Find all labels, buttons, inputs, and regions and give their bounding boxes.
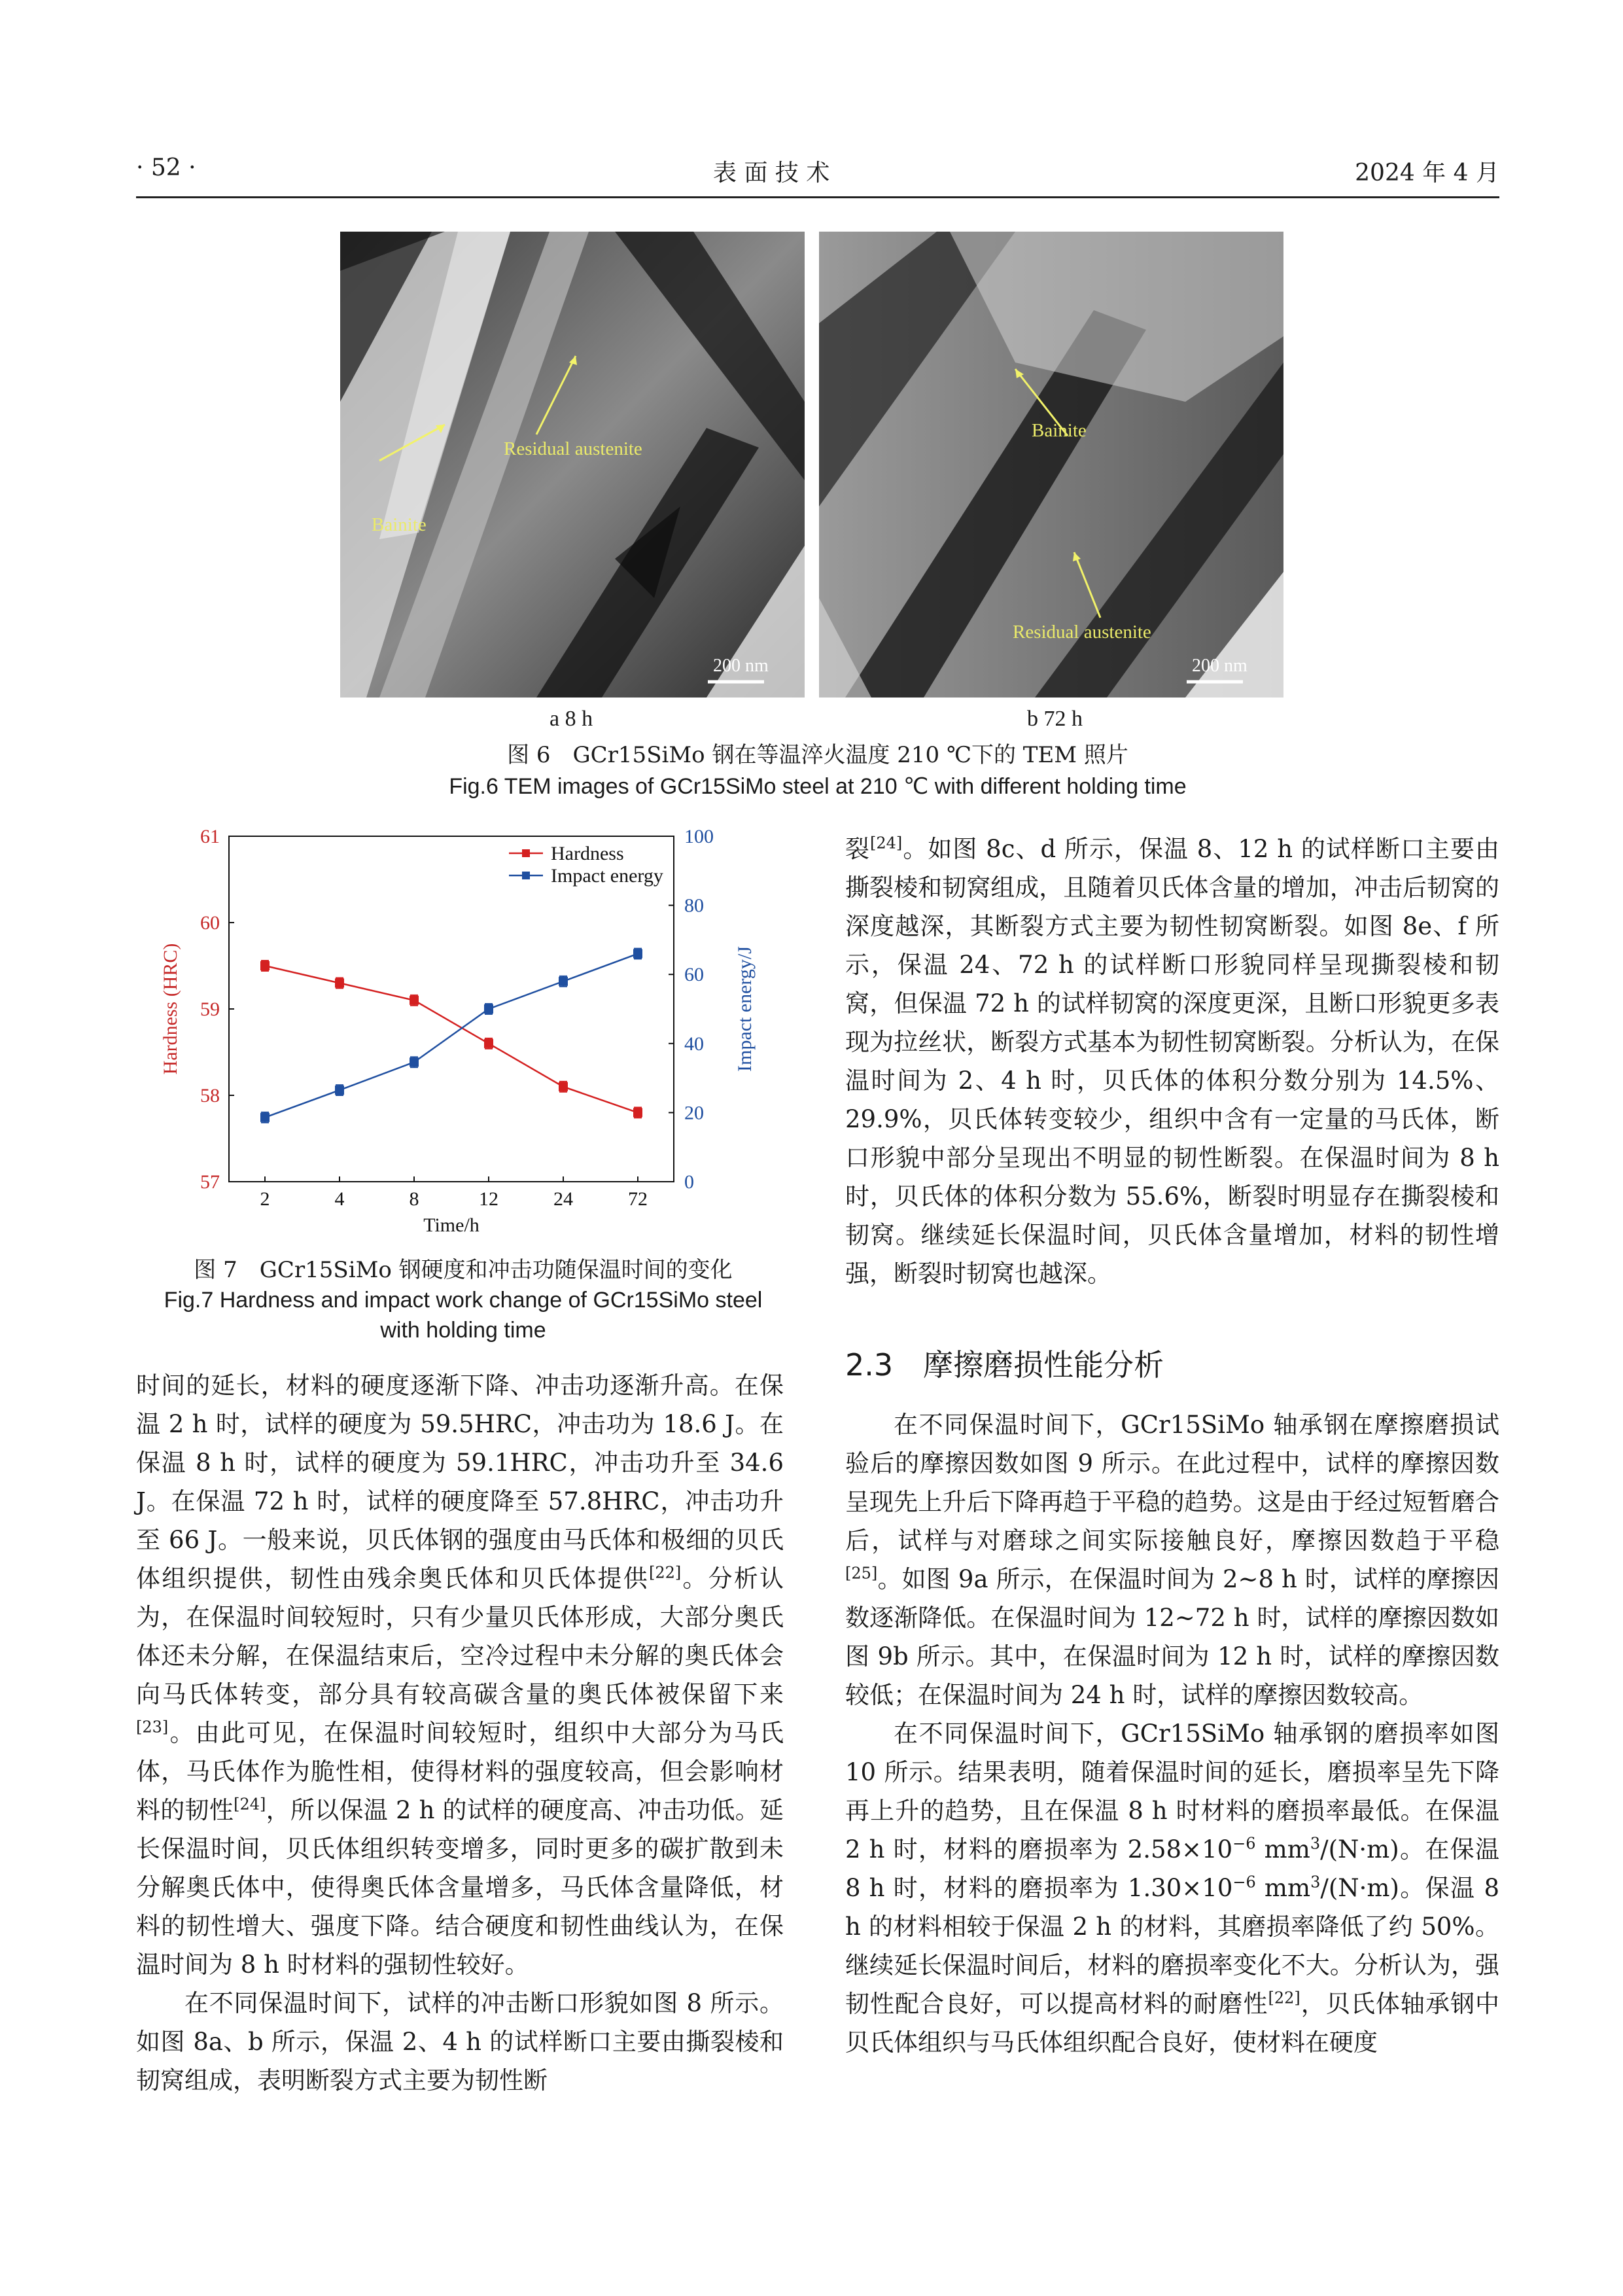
figure7-chart bbox=[150, 817, 778, 1251]
data-point bbox=[559, 1082, 568, 1091]
data-point bbox=[633, 949, 642, 959]
figure6-caption bbox=[136, 739, 1499, 802]
x-tick-label: 24 bbox=[553, 1188, 573, 1210]
tem-image-b bbox=[819, 232, 1283, 698]
series-line-hardness bbox=[265, 966, 638, 1112]
y-axis-label-left: Hardness (HRC) bbox=[160, 943, 181, 1075]
x-tick-label: 8 bbox=[409, 1188, 419, 1210]
body-right-column-lower: 在不同保温时间下，GCr15SiMo 轴承钢在摩擦磨损试验后的摩擦因数如图 9 所示。在此过程中，试样的摩擦因数呈现先上升后下降再趋于平稳的趋势。这是由于经过短暂磨合后，试样与对磨球之间实际接触良好，摩擦因数趋于平稳[25]。如图 9a 所示，在保温时间为 2~8 h 时，试样的摩擦因数逐渐降低。在保温时间为 12~72 h 时，试样的摩擦因数如图 9b 所示。其中，在保温时间为 12 h 时，试样的摩擦因数较低；在保温时间为 24 h 时，试样的摩擦因数较高。 在不同保温时间下，GCr15SiMo 轴承钢的磨损率如图 10 所示。结果表明，随着保温时间的延长，磨损率呈先下降再上升的趋势，且在保温 8 h 时材料的磨损率最低。在保温 2 h 时，材料的磨损率为 $2.58\times 10^{-6}$ $mm^3/(N\cdot m)$。在保温 8 h 时，材料的磨损率为 $1.30\times 10^{-6}$ $mm^3/(N\cdot m)$。保温 8 h 的材料相较于保温 2 h 的材料，其磨损率降低了约 50%。继续延长保温时间后，材料的磨损率变化不大。分析认为，强韧性配合良好，可以提高材料的耐磨性[22]，贝氏体轴承钢中贝氏体组织与马氏体组织配合良好，使材料在硬度 bbox=[845, 1411, 1500, 2057]
y-tick-label-left: 58 bbox=[200, 1085, 220, 1106]
data-point bbox=[484, 1039, 493, 1048]
label-bainite-b: Bainite bbox=[1032, 420, 1087, 441]
body-right-column-upper: 裂[24]。如图 8c、d 所示，保温 8、12 h 的试样断口主要由撕裂棱和韧窝组成，且随着贝氏体含量的增加，冲击后韧窝的深度越深，其断裂方式主要为韧性韧窝断裂。如图 8e、f 所示，保温 24、72 h 的试样断口形貌同样呈现撕裂棱和韧窝，但保温 72 h 的试样韧窝的深度更深，且断口形貌更多表现为拉丝状，断裂方式基本为韧性韧窝断裂。分析认为，在保温时间为 2、4 h 时，贝氏体的体积分数分别为 14.5%、29.9%，贝氏体转变较少，组织中含有一定量的马氏体，断口形貌中部分呈现出不明显的韧性断裂。在保温时间为 8 h 时，贝氏体的体积分数为 55.6%，断裂时明显存在撕裂棱和韧窝。继续延长保温时间，贝氏体含量增加，材料的韧性增强，断裂时韧窝也越深。 bbox=[845, 834, 1499, 1288]
subfigure-label-b: b 72 h bbox=[1027, 707, 1083, 731]
data-point bbox=[260, 1113, 270, 1122]
label-residual-austenite-a: Residual austenite bbox=[504, 438, 642, 459]
x-tick-label: 4 bbox=[334, 1188, 345, 1210]
header-rule bbox=[136, 196, 1499, 198]
y-tick-label-left: 61 bbox=[200, 826, 220, 847]
figure7-caption-cn: 图 7 GCr15SiMo 钢硬度和冲击功随保温时间的变化 bbox=[194, 1257, 733, 1283]
data-point bbox=[260, 961, 270, 970]
legend-hardness: Hardness bbox=[551, 843, 624, 864]
figure6-caption-cn: 图 6 GCr15SiMo 钢在等温淬火温度 210 ℃下的 TEM 照片 bbox=[507, 742, 1128, 768]
body-left-column: 时间的延长，材料的硬度逐渐下降、冲击功逐渐升高。在保温 2 h 时，试样的硬度为 59.5HRC，冲击功为 18.6 J。在保温 8 h 时，试样的硬度为 59.1HRC，冲击功升至 34.6 J。在保温 72 h 时，试样的硬度降至 57.8HRC，冲击功升至 66 J。一般来说，贝氏体钢的强度由马氏体和极细的贝氏体组织提供，韧性由残余奥氏体和贝氏体提供[22]。分析认为，在保温时间较短时，只有少量贝氏体形成，大部分奥氏体还未分解，在保温结束后，空冷过程中未分解的奥氏体会向马氏体转变，部分具有较高碳含量的奥氏体被保留下来[23]。由此可见，在保温时间较短时，组织中大部分为马氏体，马氏体作为脆性相，使得材料的强度较高，但会影响材料的韧性[24]，所以保温 2 h 的试样的硬度高、冲击功低。延长保温时间，贝氏体组织转变增多，同时更多的碳扩散到未分解奥氏体中，使得奥氏体含量增多，马氏体含量降低，材料的韧性增大、强度下降。结合硬度和韧性曲线认为，在保温时间为 8 h 时材料的强韧性较好。 在不同保温时间下，试样的冲击断口形貌如图 8 所示。如图 8a、b 所示，保温 2、4 h 的试样断口主要由撕裂棱和韧窝组成，表明断裂方式主要为韧性断 bbox=[136, 1371, 784, 2094]
y-tick-label-left: 60 bbox=[200, 912, 220, 934]
section-heading: 2.3 摩擦磨损性能分析 bbox=[845, 1347, 1164, 1383]
data-point bbox=[633, 1108, 642, 1117]
journal-title: 表 面 技 术 bbox=[713, 160, 830, 186]
data-point bbox=[484, 1004, 493, 1014]
y-tick-label-left: 59 bbox=[200, 998, 220, 1020]
data-point bbox=[335, 1086, 344, 1095]
data-point bbox=[410, 1057, 419, 1067]
figure7-caption-en-2: with holding time bbox=[380, 1318, 546, 1343]
y-tick-label-right: 80 bbox=[684, 894, 704, 917]
figure6-caption-en: Fig.6 TEM images of GCr15SiMo steel at 210 ℃ with different holding time bbox=[449, 774, 1187, 799]
x-tick-label: 2 bbox=[260, 1188, 270, 1210]
issue-date: 2024 年 4 月 bbox=[1355, 160, 1499, 186]
subfigure-label-a: a 8 h bbox=[550, 707, 593, 731]
y-tick-label-right: 0 bbox=[684, 1171, 694, 1193]
y-tick-label-left: 57 bbox=[200, 1171, 220, 1193]
y-tick-label-right: 100 bbox=[684, 826, 714, 847]
page-number: · 52 · bbox=[136, 154, 196, 181]
y-axis-label-right: Impact energy/J bbox=[734, 946, 756, 1072]
data-point bbox=[559, 977, 568, 986]
y-tick-label-right: 20 bbox=[684, 1102, 704, 1124]
x-tick-label: 12 bbox=[479, 1188, 498, 1210]
scale-bar-a: 200 nm bbox=[713, 656, 769, 676]
figure7-caption bbox=[136, 1255, 790, 1345]
legend-impact-energy: Impact energy bbox=[551, 865, 663, 887]
plot-frame bbox=[229, 836, 674, 1182]
scale-bar-b: 200 nm bbox=[1192, 656, 1248, 676]
figure7-caption-en-1: Fig.7 Hardness and impact work change of GCr15SiMo steel bbox=[164, 1288, 763, 1313]
x-tick-label: 72 bbox=[628, 1188, 648, 1210]
y-tick-label-right: 40 bbox=[684, 1033, 704, 1055]
label-residual-austenite-b: Residual austenite bbox=[1013, 622, 1151, 643]
data-point bbox=[335, 978, 344, 987]
legend bbox=[509, 843, 663, 887]
y-tick-label-right: 60 bbox=[684, 964, 704, 986]
label-bainite-a: Bainite bbox=[372, 514, 427, 535]
tem-image-a bbox=[340, 232, 805, 698]
x-axis-label: Time/h bbox=[423, 1214, 480, 1236]
data-point bbox=[410, 996, 419, 1005]
